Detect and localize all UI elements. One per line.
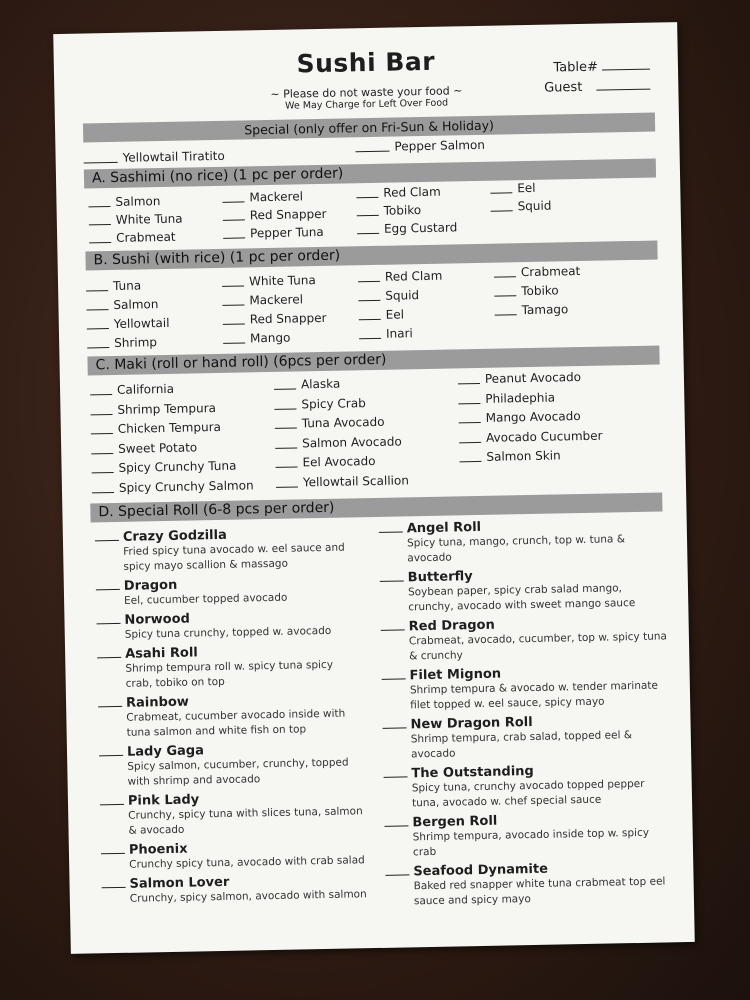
order-blank[interactable] [384, 825, 408, 826]
order-blank[interactable] [275, 427, 297, 428]
order-blank[interactable] [223, 342, 245, 343]
roll-description: Soybean paper, spicy crab salad mango, crunchy, avocado with sweet mango sauce [407, 582, 636, 614]
sashimi-item-label: Squid [517, 198, 552, 214]
maki-item[interactable] [275, 432, 408, 454]
table-number-field[interactable] [553, 59, 650, 76]
sushi-column [494, 262, 582, 321]
order-blank[interactable] [380, 580, 404, 581]
maki-item[interactable] [275, 451, 408, 473]
sushi-item-label: Yellowtail [113, 315, 170, 331]
order-blank[interactable] [458, 383, 480, 384]
guest-blank[interactable] [596, 89, 650, 91]
sashimi-item[interactable] [357, 218, 458, 238]
order-blank[interactable] [358, 281, 380, 282]
maki-item-label: Spicy Crunchy Tuna [118, 458, 237, 475]
order-blank[interactable] [458, 402, 480, 403]
order-blank[interactable] [97, 657, 121, 658]
waste-note: ~ Please do not waste your food ~ [270, 84, 463, 101]
order-blank[interactable] [91, 452, 113, 453]
roll-description: Spicy tuna, mango, crunch, top w. tuna & avocado [406, 533, 626, 565]
order-blank[interactable] [356, 197, 378, 198]
maki-item[interactable] [275, 412, 408, 434]
sushi-item-label: Red Clam [384, 268, 443, 284]
menu-card [53, 22, 695, 954]
roll-name: Dragon [123, 577, 178, 594]
sushi-item[interactable] [358, 286, 443, 307]
sashimi-column [222, 187, 327, 243]
sushi-item-label: White Tuna [248, 273, 316, 289]
special-roll-item[interactable] [380, 565, 671, 616]
sashimi-item[interactable] [490, 197, 551, 216]
sushi-column [86, 276, 170, 354]
sashimi-item[interactable] [223, 205, 327, 225]
sushi-item-label: Inari [385, 326, 413, 341]
sushi-item[interactable] [87, 333, 170, 354]
maki-item[interactable] [459, 426, 603, 448]
sashimi-heading: A. Sashimi (no rice) (1 pc per order) [84, 159, 656, 189]
sashimi-item[interactable] [89, 228, 183, 248]
roll-description: Crunchy, spicy salmon, avocado with salmon [129, 888, 367, 905]
maki-item-label: Sweet Potato [118, 439, 198, 456]
sushi-item-label: Red Snapper [249, 310, 327, 327]
maki-item[interactable] [91, 456, 253, 479]
sushi-item-label: Mango [249, 330, 291, 346]
sushi-column [222, 271, 327, 349]
maki-item[interactable] [92, 476, 254, 499]
order-blank[interactable] [383, 727, 407, 728]
order-blank[interactable] [459, 422, 481, 423]
table-blank[interactable] [602, 69, 650, 71]
order-blank[interactable] [494, 276, 516, 277]
sashimi-item[interactable] [89, 210, 183, 230]
maki-item-label: Tuna Avocado [301, 414, 385, 431]
sashimi-item-label: Salmon [115, 194, 161, 209]
maki-item-label: Philadephia [485, 390, 556, 406]
special-roll-item[interactable] [97, 642, 363, 692]
special-roll-item[interactable] [100, 789, 366, 839]
order-blank[interactable] [384, 776, 408, 777]
roll-description: Fried spicy tuna avocado w. eel sauce and spicy mayo scallion & massago [123, 541, 345, 573]
table-label: Table# [553, 59, 599, 76]
sashimi-item-label: White Tuna [115, 211, 183, 227]
sushi-item[interactable] [359, 324, 444, 345]
order-blank[interactable] [90, 394, 112, 395]
sashimi-item[interactable] [356, 182, 457, 202]
roll-name: New Dragon Roll [410, 714, 533, 733]
sushi-item-label: Squid [385, 288, 420, 303]
maki-item-label: Salmon Avocado [301, 433, 402, 450]
sushi-item[interactable] [494, 262, 581, 283]
sashimi-column [356, 182, 457, 238]
sushi-column [358, 267, 444, 345]
roll-description: Shrimp tempura & avocado w. tender marinate filet topped w. eel sauce, spicy mayo [409, 679, 659, 712]
sushi-item[interactable] [494, 281, 581, 302]
sushi-item[interactable] [87, 314, 170, 335]
maki-heading: C. Maki (roll or hand roll) (6pcs per order) [87, 345, 659, 375]
sushi-item-label: Shrimp [114, 335, 158, 350]
order-blank[interactable] [87, 347, 109, 348]
sushi-item[interactable] [86, 276, 169, 297]
order-blank[interactable] [223, 219, 245, 220]
roll-name: Lady Gaga [126, 743, 205, 760]
special-item[interactable]: Pepper Salmon [355, 138, 485, 154]
order-blank[interactable] [222, 285, 244, 286]
roll-name: Phoenix [128, 841, 188, 858]
roll-name: Filet Mignon [409, 666, 502, 684]
special-heading: Special (only offer on Fri-Sun & Holiday) [83, 113, 655, 143]
sushi-item-label: Mackerel [249, 292, 304, 308]
roll-description: Crunchy spicy tuna, avocado with crab salad [129, 854, 365, 871]
order-blank[interactable] [459, 441, 481, 442]
order-blank[interactable] [87, 309, 109, 310]
maki-column [458, 368, 603, 468]
order-blank[interactable] [382, 678, 406, 679]
order-blank[interactable] [89, 206, 111, 207]
special-roll-item[interactable] [101, 872, 367, 907]
sashimi-item-label: Egg Custard [383, 220, 458, 236]
order-blank[interactable] [276, 466, 298, 467]
sashimi-item-label: Tobiko [383, 203, 422, 218]
sushi-item-label: Crabmeat [520, 264, 581, 280]
sushi-item[interactable] [494, 300, 581, 321]
maki-item[interactable] [459, 407, 603, 429]
order-blank[interactable] [385, 874, 409, 875]
order-blank[interactable] [100, 804, 124, 805]
sashimi-item-label: Red Snapper [249, 206, 327, 223]
sushi-item-label: Salmon [113, 297, 159, 312]
order-blank[interactable] [357, 233, 379, 234]
sushi-item-label: Tamago [521, 302, 569, 318]
roll-description: Shrimp tempura, crab salad, topped eel & avocado [410, 729, 633, 761]
order-blank[interactable] [86, 290, 108, 291]
maki-item-label: Alaska [300, 376, 341, 392]
roll-name: Seafood Dynamite [413, 861, 549, 880]
sashimi-item[interactable] [88, 192, 182, 212]
maki-item-label: Shrimp Tempura [117, 400, 217, 417]
special-roll-heading: D. Special Roll (6-8 pcs per order) [90, 492, 662, 522]
order-blank[interactable] [495, 314, 517, 315]
sashimi-item[interactable] [490, 179, 551, 198]
special-roll-item[interactable] [379, 516, 670, 567]
order-blank[interactable] [494, 295, 516, 296]
maki-item[interactable] [274, 373, 407, 395]
special-roll-item[interactable] [383, 761, 674, 812]
roll-description: Spicy salmon, cucumber, crunchy, topped with shrimp and avocado [127, 756, 349, 788]
roll-description: Crabmeat, avocado, cucumber, top w. spicy tuna & crunchy [408, 630, 668, 663]
maki-item-label: Mango Avocado [485, 409, 581, 425]
order-blank[interactable] [379, 531, 403, 532]
sashimi-item-label: Crabmeat [116, 229, 176, 245]
roll-name: Asahi Roll [125, 645, 198, 662]
order-blank[interactable] [223, 323, 245, 324]
sushi-item[interactable] [223, 328, 327, 349]
roll-description: Eel, cucumber topped avocado [124, 591, 288, 607]
order-blank[interactable] [381, 629, 405, 630]
sushi-item[interactable] [222, 290, 326, 311]
sashimi-column [490, 179, 551, 216]
order-blank[interactable] [91, 433, 113, 434]
order-blank[interactable] [87, 328, 109, 329]
special-roll-item[interactable] [96, 608, 362, 643]
special-roll-item[interactable] [98, 691, 364, 741]
order-blank[interactable] [276, 486, 298, 487]
special-roll-item[interactable] [384, 810, 675, 861]
order-blank[interactable] [98, 706, 122, 707]
special-roll-item[interactable] [382, 712, 673, 763]
sashimi-item[interactable] [357, 200, 458, 220]
guest-field[interactable] [544, 79, 650, 96]
special-roll-item[interactable] [96, 574, 362, 609]
order-blank[interactable] [95, 540, 119, 541]
roll-description: Shrimp tempura roll w. spicy tuna spicy crab, tobiko on top [125, 658, 334, 690]
order-blank[interactable] [91, 414, 113, 415]
order-blank[interactable] [89, 242, 111, 243]
roll-description: Crabmeat, cucumber avocado inside with tuna salmon and white fish on top [126, 707, 346, 739]
order-blank[interactable] [92, 472, 114, 473]
roll-name: The Outstanding [411, 763, 534, 782]
order-blank[interactable] [97, 623, 121, 624]
sushi-item-label: Eel [385, 307, 405, 322]
maki-column [90, 378, 254, 498]
order-blank[interactable] [222, 304, 244, 305]
roll-name: Pink Lady [127, 792, 200, 809]
roll-description: Shrimp tempura, avocado inside top w. spicy crab [412, 826, 650, 859]
order-blank[interactable] [490, 192, 512, 193]
order-blank[interactable] [96, 589, 120, 590]
maki-column [274, 373, 409, 493]
special-roll-item[interactable] [95, 525, 361, 575]
order-blank[interactable] [222, 201, 244, 202]
order-blank[interactable] [491, 210, 513, 211]
sushi-item[interactable] [222, 271, 326, 292]
sushi-item-label: Tuna [112, 278, 142, 293]
sashimi-item[interactable] [223, 223, 327, 243]
order-blank[interactable] [99, 755, 123, 756]
maki-item-label: Yellowtail Scallion [302, 472, 409, 489]
roll-name: Butterfly [407, 569, 473, 586]
sushi-item[interactable] [223, 309, 327, 330]
sushi-item[interactable] [358, 267, 443, 288]
roll-name: Angel Roll [406, 519, 482, 537]
order-blank[interactable] [460, 461, 482, 462]
roll-name: Norwood [124, 611, 191, 628]
order-blank[interactable] [358, 300, 380, 301]
maki-item-label: Chicken Tempura [117, 419, 222, 436]
order-blank[interactable] [101, 853, 125, 854]
roll-description: Baked red snapper white tuna crabmeat top eel sauce and spicy mayo [413, 875, 666, 908]
sashimi-item-label: Eel [517, 180, 536, 196]
maki-item-label: Avocado Cucumber [485, 428, 603, 445]
maki-item-label: Spicy Crab [301, 395, 366, 411]
order-blank[interactable] [359, 338, 381, 339]
guest-label: Guest [544, 79, 583, 96]
special-roll-item[interactable] [381, 614, 672, 665]
order-blank[interactable] [89, 224, 111, 225]
order-blank[interactable] [357, 215, 379, 216]
special-roll-item[interactable] [101, 838, 367, 873]
roll-name: Bergen Roll [412, 813, 498, 831]
maki-item[interactable] [459, 446, 603, 468]
roll-name: Crazy Godzilla [122, 527, 227, 545]
roll-description: Spicy tuna, crunchy avocado topped pepper tuna, avocado w. chef special sauce [411, 777, 645, 810]
special-roll-item[interactable] [99, 740, 365, 790]
roll-name: Red Dragon [408, 617, 495, 635]
special-roll-item[interactable] [385, 859, 676, 910]
sushi-item-label: Tobiko [521, 283, 559, 299]
sashimi-item[interactable] [222, 187, 326, 207]
sushi-item[interactable] [86, 295, 169, 316]
sashimi-column [88, 192, 183, 248]
roll-name: Rainbow [125, 694, 189, 711]
maki-item-label: Salmon Skin [486, 448, 561, 464]
special-item[interactable]: Yellowtail Tiratito [83, 149, 224, 166]
roll-description: Crunchy, spicy tuna with slices tuna, salmon & avocado [128, 805, 363, 837]
order-blank[interactable] [275, 447, 297, 448]
order-blank[interactable] [274, 388, 296, 389]
order-blank[interactable] [359, 319, 381, 320]
maki-item-label: California [116, 381, 175, 397]
special-roll-item[interactable] [381, 663, 672, 714]
maki-item[interactable] [458, 368, 602, 390]
maki-item-label: Spicy Crunchy Salmon [118, 477, 254, 495]
maki-item-label: Eel Avocado [302, 453, 376, 470]
order-blank[interactable] [92, 491, 114, 492]
sushi-heading: B. Sushi (with rice) (1 pc per order) [85, 241, 657, 271]
menu-title: Sushi Bar [296, 46, 436, 79]
order-blank[interactable] [102, 887, 126, 888]
roll-name: Salmon Lover [129, 874, 230, 892]
maki-item-label: Peanut Avocado [484, 370, 582, 386]
charge-note: We May Charge for Left Over Food [284, 97, 449, 112]
sashimi-item-label: Red Clam [383, 184, 441, 200]
sushi-item[interactable] [359, 305, 444, 326]
order-blank[interactable] [223, 237, 245, 238]
order-blank[interactable] [274, 408, 296, 409]
sashimi-item-label: Mackerel [249, 189, 304, 205]
roll-description: Spicy tuna crunchy, topped w. avocado [124, 624, 332, 641]
maki-item[interactable] [276, 471, 409, 493]
maki-item[interactable] [274, 393, 407, 415]
sashimi-item-label: Pepper Tuna [249, 224, 324, 241]
